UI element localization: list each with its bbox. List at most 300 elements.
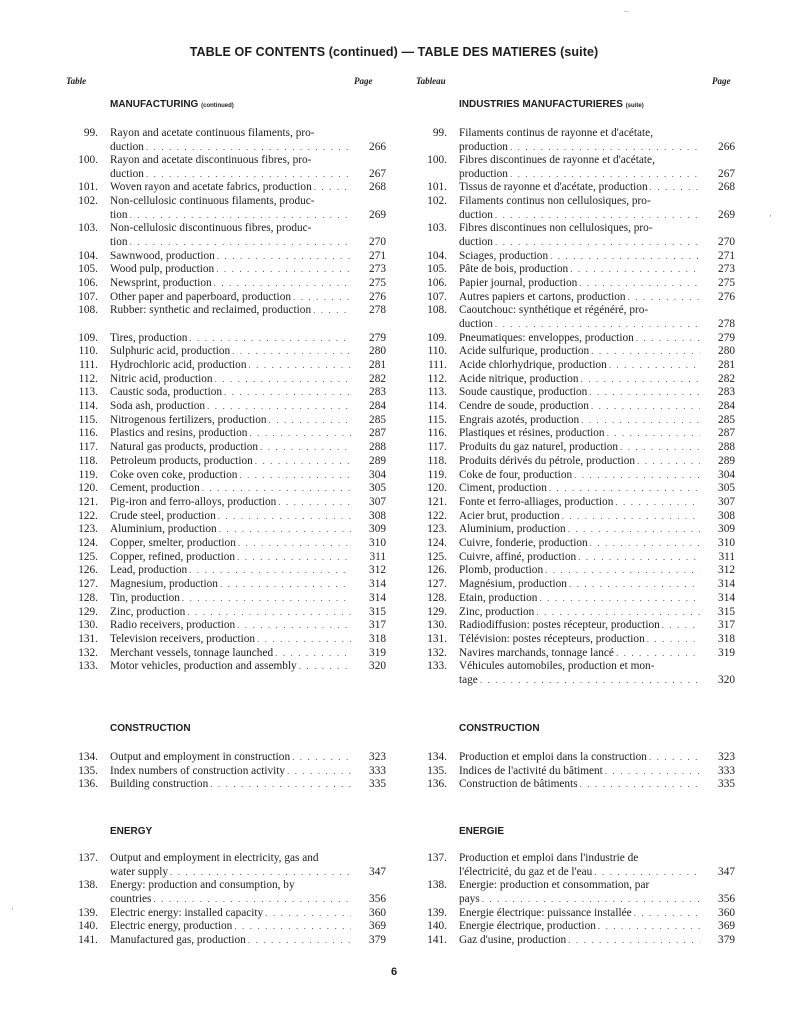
section-heading	[459, 723, 540, 734]
entry-title-line	[459, 209, 702, 223]
entry-title-text: Other paper and paperboard, production	[110, 291, 291, 303]
dot-leader	[153, 893, 351, 907]
page-ref: 308	[369, 510, 386, 522]
entry-title-line	[110, 427, 353, 441]
entry-title-text: Output and employment in electricity, gas and	[110, 852, 319, 864]
entry-title-line	[459, 482, 702, 496]
page-ref: 283	[718, 386, 735, 398]
entry-title-text: Non-cellulosic discontinuous fibres, produc-	[110, 222, 312, 234]
entry-title	[110, 879, 353, 906]
entry-title-line	[110, 907, 353, 921]
entry-title	[459, 441, 702, 455]
table-number: 100.	[427, 154, 447, 166]
dot-leader	[248, 934, 351, 948]
page-ref: 315	[718, 606, 735, 618]
page-ref: 369	[718, 920, 735, 932]
entry-title-text: production	[459, 167, 508, 180]
entry-title	[459, 386, 702, 400]
page-ref: 314	[369, 578, 386, 590]
entry-title-line	[110, 400, 353, 414]
entry-title	[459, 592, 702, 606]
table-number: 102.	[427, 195, 447, 207]
dot-leader	[637, 455, 700, 469]
dot-leader	[495, 209, 700, 223]
dot-leader	[569, 578, 700, 592]
entry-title-line	[459, 127, 702, 141]
dot-leader	[495, 318, 700, 332]
entry-title	[459, 647, 702, 661]
entry-title-text: Pneumatiques: enveloppes, production	[459, 332, 634, 344]
page-column-header-right: Page	[712, 76, 731, 86]
entry-title-line	[110, 455, 353, 469]
entry-title	[459, 633, 702, 647]
entry-title-line	[110, 345, 353, 359]
dot-leader	[647, 633, 700, 647]
entry-title-line	[110, 564, 353, 578]
table-number: 128.	[78, 592, 98, 604]
entry-title-text: l'électricité, du gaz et de l'eau	[459, 865, 593, 878]
entry-title-text: duction	[459, 317, 493, 330]
table-number: 113.	[427, 386, 447, 398]
dot-leader	[510, 141, 700, 155]
entry-title-text: Fibres discontinues non cellulosiques, pro-	[459, 222, 653, 234]
page-ref: 282	[369, 373, 386, 385]
dot-leader	[215, 373, 351, 387]
table-number: 106.	[78, 277, 98, 289]
table-number: 99.	[83, 127, 98, 139]
entry-title-line	[459, 168, 702, 182]
entry-title-line	[110, 386, 353, 400]
entry-title-line	[459, 181, 702, 195]
entry-title-line	[459, 496, 702, 510]
table-number: 127.	[427, 578, 447, 590]
entry-title	[110, 195, 353, 222]
entry-title-text: duction	[459, 235, 493, 248]
entry-title-line	[459, 386, 702, 400]
dot-leader	[265, 907, 351, 921]
dot-leader	[636, 332, 700, 346]
entry-title-text: tion	[110, 235, 128, 248]
section-title: ENERGIE	[459, 826, 505, 837]
page-ref: 287	[369, 427, 386, 439]
entry-title-line	[110, 373, 353, 387]
table-number: 119.	[78, 469, 98, 481]
entry-title-text: Non-cellulosic continuous filaments, produc-	[110, 195, 315, 207]
table-number: 131.	[427, 633, 447, 645]
page-ref: 311	[369, 551, 386, 563]
entry-title-text: Télévision: postes récepteurs, production	[459, 633, 645, 645]
entry-title-line	[110, 359, 353, 373]
entry-title-text: production	[459, 140, 508, 153]
entry-title	[110, 414, 353, 428]
entry-title-text: Merchant vessels, tonnage launched	[110, 647, 274, 659]
table-number: 103.	[78, 222, 98, 234]
table-number: 108.	[78, 304, 98, 316]
table-number: 131.	[78, 633, 98, 645]
dot-leader	[495, 236, 700, 250]
table-number: 121.	[427, 496, 447, 508]
table-number: 104.	[427, 250, 447, 262]
entry-title	[459, 195, 702, 222]
table-column-header: Table	[66, 76, 87, 86]
table-number: 117.	[78, 441, 98, 453]
dot-leader	[202, 482, 351, 496]
dot-leader	[189, 332, 351, 346]
page-ref: 304	[718, 469, 735, 481]
entry-title	[110, 469, 353, 483]
table-number: 104.	[78, 250, 98, 262]
entry-title-line	[459, 934, 702, 948]
entry-title-text: Zinc, production	[459, 606, 535, 618]
entry-title	[459, 455, 702, 469]
table-number: 125.	[427, 551, 447, 563]
entry-title	[110, 263, 353, 277]
entry-title	[110, 920, 353, 934]
table-number: 105.	[78, 263, 98, 275]
entry-title-line	[459, 606, 702, 620]
entry-title-text: Filaments continus de rayonne et d'acétate,	[459, 127, 654, 139]
entry-title-text: Acide nitrique, production	[459, 373, 579, 385]
dot-leader	[313, 304, 351, 318]
entry-title-line	[110, 209, 353, 223]
table-number: 116.	[427, 427, 447, 439]
entry-title-text: Crude steel, production	[110, 510, 216, 522]
entry-title-text: Sawnwood, production	[110, 250, 215, 262]
entry-title	[110, 154, 353, 181]
entry-title	[459, 510, 702, 524]
entry-title-text: Wood pulp, production	[110, 263, 215, 275]
entry-title-text: Motor vehicles, production and assembly	[110, 660, 297, 672]
page-ref: 310	[718, 537, 735, 549]
dot-leader	[568, 523, 700, 537]
entry-title	[110, 496, 353, 510]
entry-title-text: Zinc, production	[110, 606, 186, 618]
dot-leader	[220, 578, 351, 592]
dot-leader	[214, 277, 351, 291]
page-ref: 278	[369, 304, 386, 316]
entry-title-line	[459, 551, 702, 565]
entry-title-line	[110, 250, 353, 264]
table-number: 117.	[427, 441, 447, 453]
dot-leader	[480, 674, 700, 688]
table-number: 111.	[79, 359, 98, 371]
entry-title-text: Manufactured gas, production	[110, 934, 246, 946]
entry-title-text: Pâte de bois, production	[459, 263, 569, 275]
section-heading	[110, 723, 191, 734]
page-ref: 281	[718, 359, 735, 371]
entry-title-line	[110, 647, 353, 661]
page-ref: 268	[718, 181, 735, 193]
page-ref: 283	[369, 386, 386, 398]
entry-title	[459, 778, 702, 792]
table-number: 107.	[78, 291, 98, 303]
dot-leader	[210, 778, 351, 792]
entry-title	[459, 537, 702, 551]
entry-title-line	[110, 920, 353, 934]
dot-leader	[275, 647, 351, 661]
entry-title-line	[459, 373, 702, 387]
entry-title-text: Woven rayon and acetate fabrics, production	[110, 181, 312, 193]
scan-speck: ·	[768, 212, 773, 221]
page-ref: 379	[369, 934, 386, 946]
entry-title-text: Indices de l'activité du bâtiment	[459, 765, 603, 777]
entry-title-text: Cuivre, fonderie, production	[459, 537, 588, 549]
dot-leader	[605, 765, 700, 779]
table-number: 132.	[78, 647, 98, 659]
entry-title	[459, 934, 702, 948]
entry-title	[110, 441, 353, 455]
entry-title	[110, 852, 353, 879]
dot-leader	[248, 359, 351, 373]
entry-title-line	[459, 250, 702, 264]
entry-title	[110, 332, 353, 346]
entry-title-text: Produits dérivés du pétrole, production	[459, 455, 636, 467]
table-number: 141.	[427, 934, 447, 946]
entry-title	[459, 660, 702, 687]
entry-title	[459, 578, 702, 592]
entry-title	[459, 291, 702, 305]
entry-title-line	[110, 523, 353, 537]
entry-title	[459, 482, 702, 496]
entry-title	[459, 304, 702, 331]
entry-title-text: Caoutchouc: synthétique et régénéré, pro-	[459, 304, 649, 316]
table-number: 125.	[78, 551, 98, 563]
entry-title-line	[459, 647, 702, 661]
table-number: 105.	[427, 263, 447, 275]
entry-title-line	[459, 866, 702, 880]
section-heading	[110, 826, 152, 837]
entry-title-text: Rayon and acetate discontinuous fibres, pro-	[110, 154, 312, 166]
entry-title	[110, 523, 353, 537]
entry-title-text: Hydrochloric acid, production	[110, 359, 247, 371]
entry-title	[110, 778, 353, 792]
entry-title	[459, 765, 702, 779]
entry-title-line	[459, 879, 702, 893]
entry-title-text: Tin, production	[110, 592, 180, 604]
entry-title-line	[110, 414, 353, 428]
dot-leader	[545, 564, 700, 578]
entry-title-text: Acier brut, production	[459, 510, 560, 522]
page-ref: 276	[369, 291, 386, 303]
entry-title-line	[459, 592, 702, 606]
page-ref: 310	[369, 537, 386, 549]
entry-title-line	[110, 778, 353, 792]
entry-title-text: Natural gas products, production	[110, 441, 259, 453]
entry-title-line	[459, 537, 702, 551]
dot-leader	[182, 592, 351, 606]
entry-title-text: Magnesium, production	[110, 578, 218, 590]
entry-title	[110, 359, 353, 373]
page-ref: 320	[718, 673, 735, 686]
table-number: 139.	[78, 907, 98, 919]
entry-title-text: Sciages, production	[459, 250, 549, 262]
entry-title-text: Gaz d'usine, production	[459, 934, 567, 946]
entry-title-text: Nitric acid, production	[110, 373, 213, 385]
entry-title-line	[110, 291, 353, 305]
entry-title-line	[459, 893, 702, 907]
dot-leader	[598, 920, 700, 934]
entry-title	[459, 523, 702, 537]
page-ref: 304	[369, 469, 386, 481]
dot-leader	[568, 934, 700, 948]
entry-title-text: Véhicules automobiles, production et mon-	[459, 660, 655, 672]
entry-title-text: Pig-iron and ferro-alloys, production	[110, 496, 277, 508]
page-ref: 307	[718, 496, 735, 508]
entry-title	[459, 907, 702, 921]
entry-title	[459, 127, 702, 154]
dot-leader	[255, 455, 351, 469]
entry-title-text: water supply	[110, 865, 169, 878]
page-ref: 314	[369, 592, 386, 604]
entry-title	[459, 373, 702, 387]
entry-title-text: pays	[459, 892, 480, 905]
table-number: 111.	[428, 359, 447, 371]
entry-title-text: Coke oven coke, production	[110, 469, 238, 481]
entry-title-line	[110, 879, 353, 893]
table-number: 123.	[427, 523, 447, 535]
page-ref: 311	[718, 551, 735, 563]
page-ref: 273	[718, 263, 735, 275]
entry-title-text: Construction de bâtiments	[459, 778, 578, 790]
table-number: 114.	[78, 400, 98, 412]
entry-title	[110, 551, 353, 565]
page-ref: 270	[718, 235, 735, 248]
entry-title-text: Energie: production et consommation, par	[459, 879, 650, 891]
entry-title-line	[110, 496, 353, 510]
entry-title-line	[110, 660, 353, 674]
entry-title-text: Cendre de soude, production	[459, 400, 589, 412]
entry-title	[459, 359, 702, 373]
entry-title-line	[110, 154, 353, 168]
entry-title-line	[110, 263, 353, 277]
page-ref: 275	[369, 277, 386, 289]
section-title: INDUSTRIES MANUFACTURIERES	[459, 99, 623, 110]
entry-title-line	[110, 127, 353, 141]
entry-title-line	[459, 510, 702, 524]
dot-leader	[146, 168, 351, 182]
dot-leader	[628, 291, 700, 305]
entry-title-text: Output and employment in construction	[110, 751, 291, 763]
entry-title-line	[110, 537, 353, 551]
entry-title-line	[110, 469, 353, 483]
entry-title-text: Fibres discontinues de rayonne et d'acétate,	[459, 154, 655, 166]
entry-title-line	[110, 893, 353, 907]
page-ref: 314	[718, 578, 735, 590]
dot-leader	[580, 778, 700, 792]
page-ref: 284	[369, 400, 386, 412]
entry-title	[110, 304, 353, 318]
entry-title	[459, 619, 702, 633]
entry-title-text: Coke de four, production	[459, 469, 573, 481]
entry-title-line	[459, 291, 702, 305]
entry-title-text: Filaments continus non cellulosiques, pro-	[459, 195, 651, 207]
page-ref: 323	[369, 751, 386, 763]
dot-leader	[189, 564, 351, 578]
table-number: 120.	[78, 482, 98, 494]
entry-title-line	[110, 168, 353, 182]
section-suffix: (suite)	[625, 103, 644, 109]
entry-title-text: Copper, smelter, production	[110, 537, 236, 549]
entry-title-line	[110, 765, 353, 779]
entry-title-text: Aluminium, production	[459, 523, 566, 535]
page-ref: 271	[369, 250, 386, 262]
table-number: 124.	[78, 537, 98, 549]
page-ref: 319	[718, 647, 735, 659]
entry-title-text: Electric energy, production	[110, 920, 233, 932]
dot-leader	[574, 469, 700, 483]
entry-title	[110, 386, 353, 400]
dot-leader	[536, 606, 700, 620]
tableau-column-header: Tableau	[416, 76, 446, 86]
table-number: 112.	[78, 373, 98, 385]
dot-leader	[146, 141, 351, 155]
dot-leader	[549, 482, 700, 496]
entry-title	[459, 263, 702, 277]
table-number: 116.	[78, 427, 98, 439]
table-number: 101.	[427, 181, 447, 193]
page-ref: 285	[369, 414, 386, 426]
entry-title-line	[110, 277, 353, 291]
table-number: 130.	[427, 619, 447, 631]
table-number: 109.	[78, 332, 98, 344]
entry-title-line	[110, 181, 353, 195]
entry-title-line	[110, 332, 353, 346]
dot-leader	[590, 537, 700, 551]
entry-title-line	[459, 441, 702, 455]
dot-leader	[581, 414, 700, 428]
entry-title-text: Index numbers of construction activity	[110, 765, 286, 777]
entry-title	[459, 332, 702, 346]
table-number: 101.	[78, 181, 98, 193]
entry-title-text: Energie électrique: puissance installée	[459, 907, 632, 919]
entry-title	[110, 291, 353, 305]
dot-leader	[218, 510, 351, 524]
dot-leader	[539, 592, 700, 606]
table-number: 135.	[427, 765, 447, 777]
entry-title-line	[459, 154, 702, 168]
dot-leader	[650, 181, 700, 195]
dot-leader	[616, 647, 700, 661]
entry-title	[459, 181, 702, 195]
entry-title-text: Autres papiers et cartons, production	[459, 291, 626, 303]
entry-title	[110, 751, 353, 765]
page-ref: 312	[369, 564, 386, 576]
dot-leader	[237, 619, 351, 633]
dot-leader	[130, 209, 351, 223]
page-ref: 269	[369, 208, 386, 221]
entry-title	[459, 469, 702, 483]
entry-title	[110, 400, 353, 414]
entry-title	[110, 907, 353, 921]
entry-title-text: Soda ash, production	[110, 400, 206, 412]
entry-title-text: Lead, production	[110, 564, 188, 576]
dot-leader	[293, 291, 351, 305]
page-ref: 289	[718, 455, 735, 467]
entry-title-line	[459, 469, 702, 483]
entry-title-line	[459, 660, 702, 674]
entry-title-line	[110, 195, 353, 209]
dot-leader	[216, 263, 351, 277]
entry-title-line	[110, 592, 353, 606]
entry-title-line	[110, 222, 353, 236]
table-number: 115.	[78, 414, 98, 426]
entry-title-text: Acide chlorhydrique, production	[459, 359, 607, 371]
entry-title	[110, 647, 353, 661]
table-number: 115.	[427, 414, 447, 426]
dot-leader	[609, 359, 700, 373]
table-number: 140.	[78, 920, 98, 932]
page-ref: 333	[369, 765, 386, 777]
